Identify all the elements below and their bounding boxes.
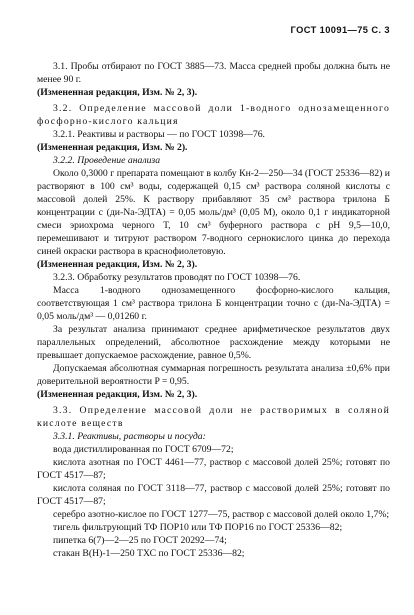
amendment-note: (Измененная редакция, Изм. № 2, 3). — [37, 259, 198, 270]
reagent-item: вода дистиллированная по ГОСТ 6709—72; — [53, 444, 234, 455]
reagent-item: стакан В(Н)-1—250 ТХС по ГОСТ 25336—82; — [53, 548, 245, 559]
page-header: ГОСТ 10091—75 С. 3 — [290, 25, 390, 35]
paragraph-result-average: За результат анализа принимают среднее арифметическое результатов двух параллельных определений, абсолютное расхождение между которыми не превышает допускаемое расхождение, равное 0,5%. — [37, 324, 390, 361]
section-heading-3-2: 3.2. Определение массовой доли 1-водного однозамещенного фосфорно-кислого кальция — [37, 103, 390, 127]
reagent-item: тигель фильтрующий ТФ ПОР10 или ТФ ПОР16 по ГОСТ 25336—82; — [53, 522, 343, 533]
reagent-item: серебро азотно-кислое по ГОСТ 1277—75, раствор с массовой долей около 1,7%; — [53, 509, 390, 520]
paragraph-mass-equivalent: Масса 1-водного однозамещенного фосфорно-кислого кальция, соответствующая 1 см³ раствора трилона Б концентрации точно с (ди-Na-ЭДТА) = 0,05 моль/дм³ — 0,01260 г. — [37, 285, 390, 322]
section-heading-3-3: 3.3. Определение массовой доли не растворимых в соляной кислоте веществ — [37, 405, 390, 429]
reagent-item: пипетка 6(7)—2—25 по ГОСТ 20292—74; — [53, 535, 227, 546]
amendment-note: (Измененная редакция, Изм. № 2). — [37, 142, 188, 153]
document-body — [37, 60, 390, 560]
amendment-note: (Измененная редакция, Изм. № 2, 3). — [37, 389, 198, 400]
paragraph-3-2-3: 3.2.3. Обработку результатов проводят по ГОСТ 10398—76. — [53, 272, 301, 283]
paragraph-analysis-procedure: Около 0,3000 г препарата помещают в колбу Кн-2—250—34 (ГОСТ 25336—82) и растворяют в 100 см³ воды, содержащей 0,15 см³ раствора соляной кислоты с массовой долей 25%. К раствору прибавляют 35 см³ раствора трилона Б концентрации с (ди-Na-ЭДТА) = 0,05 моль/дм³ (0,05 М), около 0,1 г индикаторной смеси эриохрома черного Т, 10 см³ буферного раствора с pH 9,5—10,0, перемешивают и титруют раствором 7-водного сернокислого цинка до перехода синей окраски раствора в краснофиолетовую. — [37, 168, 390, 257]
amendment-note: (Измененная редакция, Изм. № 2, 3). — [37, 87, 198, 98]
reagent-item: кислота азотная по ГОСТ 4461—77, раствор с массовой долей 25%; готовят по ГОСТ 4517—87; — [37, 457, 390, 481]
paragraph-3-1: 3.1. Пробы отбирают по ГОСТ 3885—73. Масса средней пробы должна быть не менее 90 г. — [37, 61, 390, 85]
paragraph-3-2-1: 3.2.1. Реактивы и растворы — по ГОСТ 10398—76. — [53, 129, 265, 140]
reagent-item: кислота соляная по ГОСТ 3118—77, раствор с массовой долей 25%; готовят по ГОСТ 4517—87; — [37, 483, 390, 507]
subheading-3-3-1: 3.3.1. Реактивы, растворы и посуда: — [53, 431, 206, 442]
subheading-3-2-2: 3.2.2. Проведение анализа — [53, 155, 161, 166]
paragraph-error-tolerance: Допускаемая абсолютная суммарная погрешность результата анализа ±0,6% при доверительной вероятности P = 0,95. — [37, 363, 390, 387]
